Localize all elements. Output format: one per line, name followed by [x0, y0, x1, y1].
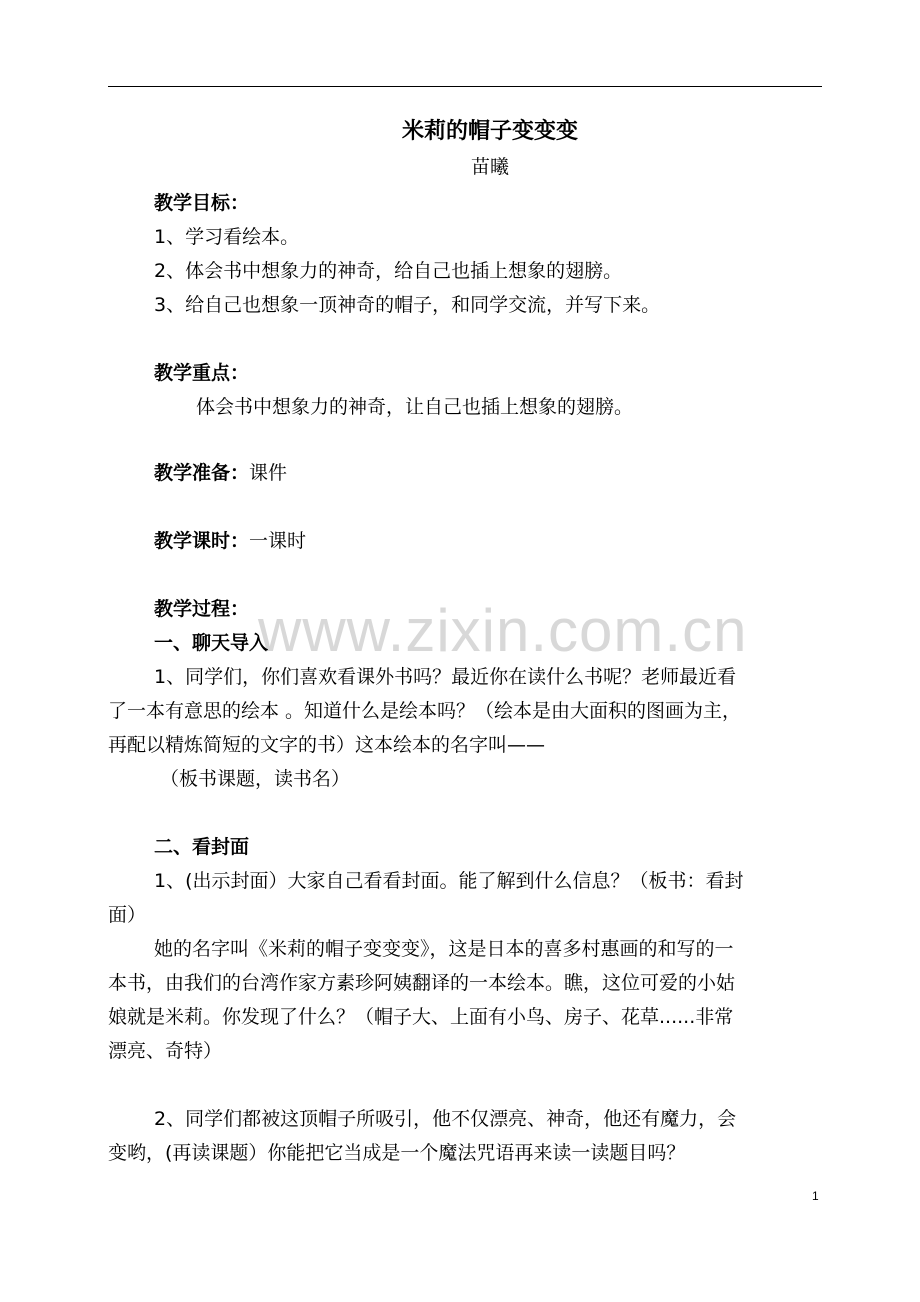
preparation-line	[154, 458, 287, 488]
section1-line: 再配以精炼简短的文字的书）这本绘本的名字叫——	[108, 734, 546, 756]
section2-line: 娘就是米莉。你发现了什么？（帽子大、上面有小鸟、房子、花草......非常	[108, 1006, 734, 1028]
key-points-text: 体会书中想象力的神奇，让自己也插上想象的翅膀。	[196, 396, 634, 418]
section2-line: 变哟，(再读课题）你能把它当成是一个魔法咒语再来读一读题目吗？	[108, 1142, 686, 1164]
section2-line: 她的名字叫《米莉的帽子变变变》，这是日本的喜多村惠画的和写的一	[154, 938, 734, 960]
section2-line: 1、(出示封面）大家自己看看封面。能了解到什么信息？（板书：看封	[154, 870, 744, 892]
section1-line: 了一本有意思的绘本 。知道什么是绘本吗？（绘本是由大面积的图画为主，	[108, 700, 742, 722]
document-title: 米莉的帽子变变变	[401, 119, 578, 144]
objective-item: 1、学习看绘本。	[154, 226, 300, 248]
section2-line: 2、同学们都被这顶帽子所吸引，他不仅漂亮、神奇，他还有魔力，会	[154, 1108, 737, 1130]
watermark: www.zixin.com.cn	[258, 597, 748, 664]
section1-line: （板书课题，读书名）	[160, 768, 351, 790]
section1-line: 1、同学们，你们喜欢看课外书吗？最近你在读什么书呢？老师最近看	[154, 666, 737, 688]
duration-heading: 教学课时：	[154, 530, 250, 552]
preparation-text: 课件	[249, 462, 288, 484]
process-heading: 教学过程：	[154, 598, 250, 620]
section2-heading: 二、看封面	[154, 836, 250, 858]
section2-line: 本书，由我们的台湾作家方素珍阿姨翻译的一本绘本。瞧，这位可爱的小姑	[108, 972, 736, 994]
objectives-heading: 教学目标：	[154, 192, 250, 214]
preparation-heading: 教学准备：	[154, 462, 250, 484]
key-points-heading: 教学重点：	[154, 362, 250, 384]
page-number: 1	[812, 1189, 819, 1203]
section2-line: 面）	[108, 904, 147, 926]
duration-text: 一课时	[249, 530, 307, 552]
section2-line: 漂亮、奇特）	[108, 1040, 223, 1062]
document-author: 苗曦	[470, 156, 509, 178]
objective-item: 3、给自己也想象一顶神奇的帽子，和同学交流，并写下来。	[154, 294, 661, 316]
header-rule	[108, 86, 822, 87]
objective-item: 2、体会书中想象力的神奇，给自己也插上想象的翅膀。	[154, 260, 623, 282]
section1-heading: 一、聊天导入	[154, 632, 269, 654]
duration-line	[154, 526, 306, 556]
